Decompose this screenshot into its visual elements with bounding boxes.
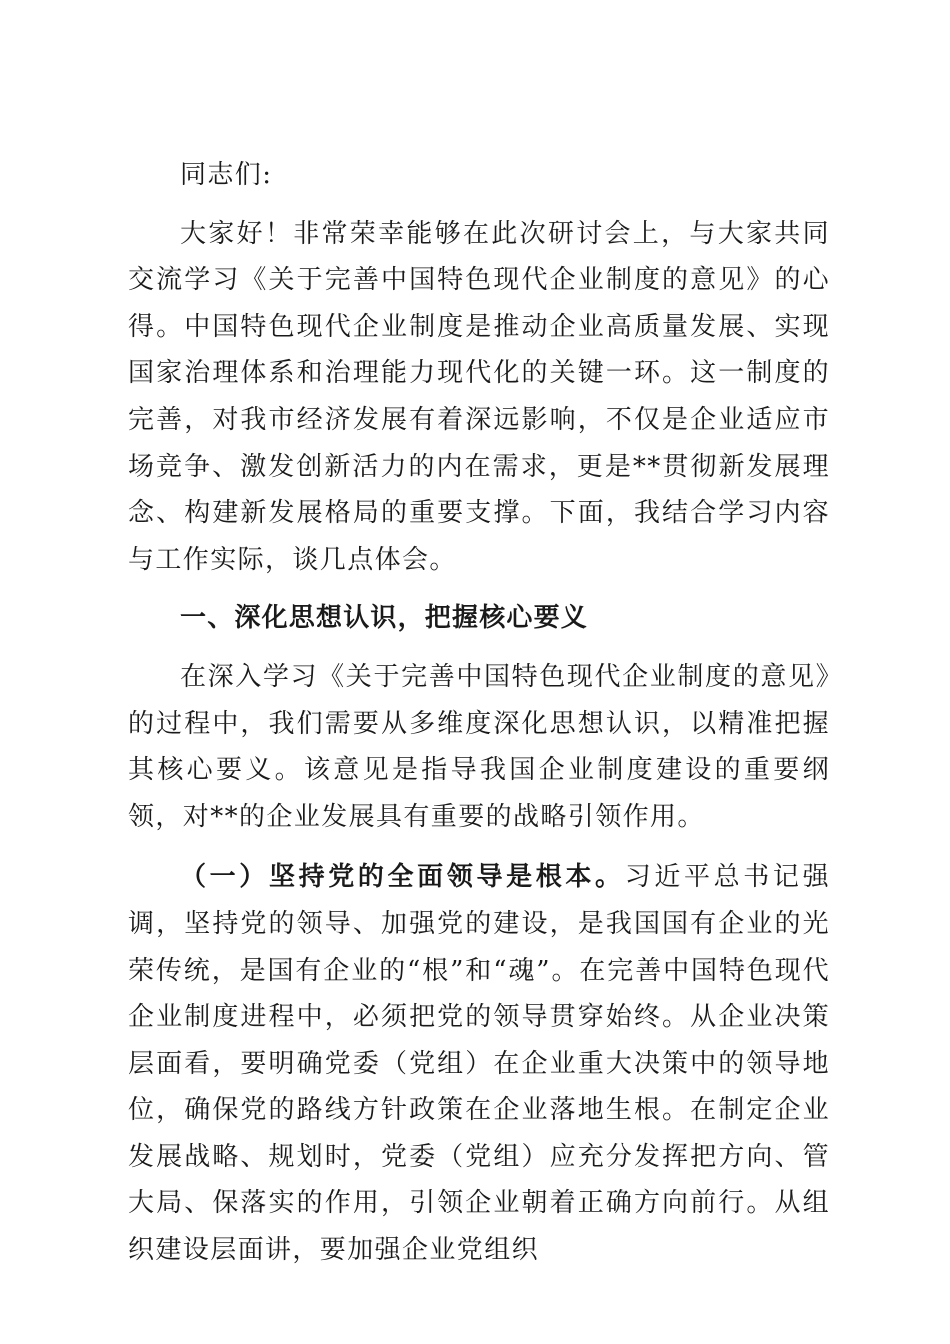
subsection-1-lead: （一）坚持党的全面领导是根本。 <box>180 862 625 893</box>
subsection-1-paragraph <box>128 854 830 1273</box>
subsection-1-body: 习近平总书记强调，坚持党的领导、加强党的建设，是我国国有企业的光荣传统，是国有企业的“根”和“魂”。在完善中国特色现代企业制度进程中，必须把党的领导贯穿始终。从企业决策层面看，要明确党委（党组）在企业重大决策中的领导地位，确保党的路线方针政策在企业落地生根。在制定企业发展战略、规划时，党委（党组）应充分发挥把方向、管大局、保落实的作用，引领企业朝着正确方向前行。从组织建设层面讲，要加强企业党组织 <box>128 862 830 1266</box>
section-1-paragraph: 在深入学习《关于完善中国特色现代企业制度的意见》的过程中，我们需要从多维度深化思想认识，以精准把握其核心要义。该意见是指导我国企业制度建设的重要纲领，对**的企业发展具有重要的战略引领作用。 <box>128 661 830 832</box>
document-page <box>128 152 830 1274</box>
intro-paragraph: 大家好！非常荣幸能够在此次研讨会上，与大家共同交流学习《关于完善中国特色现代企业制度的意见》的心得。中国特色现代企业制度是推动企业高质量发展、实现国家治理体系和治理能力现代化的关键一环。这一制度的完善，对我市经济发展有着深远影响，不仅是企业适应市场竞争、激发创新活力的内在需求，更是**贯彻新发展理念、构建新发展格局的重要支撑。下面，我结合学习内容与工作实际，谈几点体会。 <box>128 218 830 575</box>
section-heading-1: 一、深化思想认识，把握核心要义 <box>180 603 589 634</box>
salutation: 同志们: <box>180 160 273 190</box>
